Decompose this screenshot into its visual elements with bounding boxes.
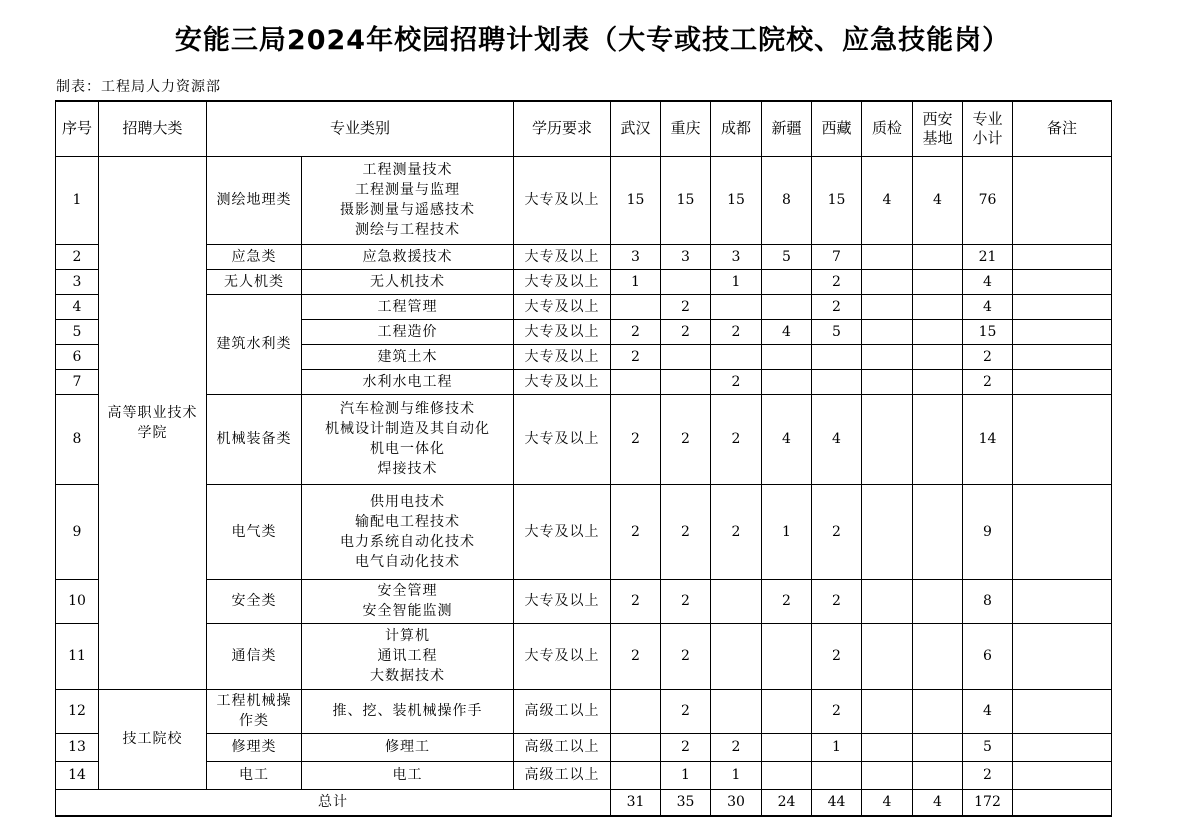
header-subtotal: 专业 小计 [963,101,1013,156]
count-subtotal: 76 [963,156,1013,244]
remark-cell [1013,733,1112,761]
table-row [56,761,1112,789]
count-subtotal: 9 [963,484,1013,579]
count-xian [913,244,963,269]
row-seq: 2 [56,244,99,269]
education-req: 高级工以上 [514,761,611,789]
education-req: 大专及以上 [514,344,611,369]
major-list: 修理工 [302,733,514,761]
count-wuhan: 15 [611,156,661,244]
count-subtotal: 4 [963,689,1013,733]
count-xinjiang: 2 [762,579,812,623]
remark-cell [1013,156,1112,244]
row-seq: 14 [56,761,99,789]
count-chongqing: 2 [661,394,711,484]
count-subtotal: 2 [963,369,1013,394]
major-type: 建筑水利类 [207,294,302,394]
count-zhijian [862,344,913,369]
row-seq: 3 [56,269,99,294]
count-xinjiang: 8 [762,156,812,244]
header-xinjiang: 新疆 [762,101,812,156]
total-chongqing: 35 [661,789,711,816]
count-xian [913,623,963,689]
education-req: 高级工以上 [514,689,611,733]
total-wuhan: 31 [611,789,661,816]
table-row [56,394,1112,484]
count-xizang: 2 [812,484,862,579]
count-zhijian [862,761,913,789]
count-wuhan [611,294,661,319]
count-wuhan: 3 [611,244,661,269]
total-zhijian: 4 [862,789,913,816]
count-subtotal: 21 [963,244,1013,269]
major-list: 应急救援技术 [302,244,514,269]
count-xizang [812,344,862,369]
row-seq: 4 [56,294,99,319]
count-xizang: 5 [812,319,862,344]
count-chengdu: 1 [711,269,762,294]
remark-cell [1013,369,1112,394]
table-row [56,623,1112,689]
count-xian [913,579,963,623]
count-chongqing: 2 [661,319,711,344]
count-chongqing: 2 [661,623,711,689]
count-chongqing [661,269,711,294]
row-seq: 10 [56,579,99,623]
major-list: 计算机 通讯工程 大数据技术 [302,623,514,689]
count-zhijian [862,484,913,579]
header-remark: 备注 [1013,101,1112,156]
count-xizang: 15 [812,156,862,244]
count-subtotal: 8 [963,579,1013,623]
total-xizang: 44 [812,789,862,816]
total-xian: 4 [913,789,963,816]
count-zhijian [862,244,913,269]
count-xian [913,761,963,789]
count-wuhan [611,733,661,761]
table-row [56,294,1112,319]
row-seq: 1 [56,156,99,244]
count-xinjiang [762,623,812,689]
table-row [56,156,1112,244]
remark-cell [1013,294,1112,319]
page-title: 安能三局2024年校园招聘计划表（大专或技工院校、应急技能岗） [174,25,1011,56]
major-list: 工程管理 [302,294,514,319]
header-row [56,101,1112,156]
count-chongqing: 2 [661,579,711,623]
count-xinjiang [762,733,812,761]
education-req: 大专及以上 [514,244,611,269]
count-xinjiang: 1 [762,484,812,579]
table-row [56,733,1112,761]
count-xizang: 2 [812,579,862,623]
remark-cell [1013,761,1112,789]
count-zhijian [862,294,913,319]
major-list: 建筑土木 [302,344,514,369]
count-chengdu: 2 [711,733,762,761]
header-major-type: 专业类别 [207,101,514,156]
count-xizang: 7 [812,244,862,269]
major-type: 无人机类 [207,269,302,294]
count-xian [913,344,963,369]
count-chengdu [711,623,762,689]
education-req: 大专及以上 [514,156,611,244]
header-xian-base: 西安 基地 [913,101,963,156]
recruitment-plan-table [55,100,1112,817]
count-xizang: 2 [812,689,862,733]
count-subtotal: 15 [963,319,1013,344]
count-chengdu: 3 [711,244,762,269]
count-subtotal: 14 [963,394,1013,484]
count-xinjiang: 4 [762,394,812,484]
count-wuhan: 1 [611,269,661,294]
row-seq: 8 [56,394,99,484]
education-req: 大专及以上 [514,269,611,294]
count-xinjiang [762,294,812,319]
table-row [56,689,1112,733]
count-subtotal: 2 [963,761,1013,789]
table-row [56,484,1112,579]
table-row [56,244,1112,269]
count-chengdu: 15 [711,156,762,244]
count-chengdu: 2 [711,319,762,344]
table-maker-note: 制表：工程局人力资源部 [56,79,221,95]
remark-cell [1013,579,1112,623]
count-wuhan [611,689,661,733]
count-xian [913,689,963,733]
major-type: 测绘地理类 [207,156,302,244]
count-chengdu: 1 [711,761,762,789]
remark-cell [1013,344,1112,369]
count-xizang: 1 [812,733,862,761]
count-zhijian [862,319,913,344]
remark-cell [1013,319,1112,344]
total-xinjiang: 24 [762,789,812,816]
count-xian [913,294,963,319]
major-list: 推、挖、装机械操作手 [302,689,514,733]
total-label: 总计 [56,789,611,816]
count-chengdu: 2 [711,394,762,484]
remark-cell [1013,484,1112,579]
total-chengdu: 30 [711,789,762,816]
count-zhijian [862,689,913,733]
header-education: 学历要求 [514,101,611,156]
row-seq: 12 [56,689,99,733]
count-subtotal: 6 [963,623,1013,689]
major-list: 水利水电工程 [302,369,514,394]
count-wuhan: 2 [611,394,661,484]
major-list: 工程测量技术 工程测量与监理 摄影测量与遥感技术 测绘与工程技术 [302,156,514,244]
count-xizang [812,761,862,789]
total-remark [1013,789,1112,816]
count-chengdu [711,344,762,369]
count-xizang: 2 [812,623,862,689]
count-wuhan: 2 [611,344,661,369]
count-xinjiang [762,344,812,369]
category-higher-vocational: 高等职业技术 学院 [99,156,207,689]
count-xian [913,733,963,761]
count-zhijian [862,369,913,394]
row-seq: 11 [56,623,99,689]
count-zhijian: 4 [862,156,913,244]
education-req: 高级工以上 [514,733,611,761]
count-chongqing: 15 [661,156,711,244]
count-xian: 4 [913,156,963,244]
header-seq: 序号 [56,101,99,156]
count-subtotal: 5 [963,733,1013,761]
count-chengdu [711,689,762,733]
total-subtotal: 172 [963,789,1013,816]
row-seq: 13 [56,733,99,761]
education-req: 大专及以上 [514,579,611,623]
count-wuhan [611,761,661,789]
count-xinjiang [762,369,812,394]
count-wuhan [611,369,661,394]
education-req: 大专及以上 [514,294,611,319]
major-type: 通信类 [207,623,302,689]
count-chengdu: 2 [711,369,762,394]
count-chengdu: 2 [711,484,762,579]
count-chongqing: 2 [661,733,711,761]
count-xizang: 2 [812,269,862,294]
category-tech-school: 技工院校 [99,689,207,789]
count-xizang: 4 [812,394,862,484]
count-wuhan: 2 [611,319,661,344]
header-wuhan: 武汉 [611,101,661,156]
count-chengdu [711,579,762,623]
major-type: 工程机械操 作类 [207,689,302,733]
count-chongqing: 1 [661,761,711,789]
count-xizang [812,369,862,394]
count-subtotal: 2 [963,344,1013,369]
remark-cell [1013,269,1112,294]
count-xinjiang [762,761,812,789]
education-req: 大专及以上 [514,369,611,394]
count-xian [913,394,963,484]
count-xinjiang [762,269,812,294]
remark-cell [1013,244,1112,269]
header-chengdu: 成都 [711,101,762,156]
count-chongqing: 2 [661,294,711,319]
remark-cell [1013,394,1112,484]
count-xinjiang [762,689,812,733]
header-chongqing: 重庆 [661,101,711,156]
education-req: 大专及以上 [514,623,611,689]
count-xian [913,319,963,344]
major-type: 电气类 [207,484,302,579]
major-list: 汽车检测与维修技术 机械设计制造及其自动化 机电一体化 焊接技术 [302,394,514,484]
major-type: 修理类 [207,733,302,761]
header-zhijian: 质检 [862,101,913,156]
count-xizang: 2 [812,294,862,319]
count-chongqing: 2 [661,689,711,733]
count-wuhan: 2 [611,484,661,579]
row-seq: 9 [56,484,99,579]
count-subtotal: 4 [963,269,1013,294]
major-type: 电工 [207,761,302,789]
count-wuhan: 2 [611,579,661,623]
total-row [56,789,1112,816]
row-seq: 7 [56,369,99,394]
count-chongqing [661,344,711,369]
education-req: 大专及以上 [514,394,611,484]
count-xian [913,269,963,294]
count-wuhan: 2 [611,623,661,689]
count-zhijian [862,394,913,484]
count-zhijian [862,579,913,623]
major-list: 无人机技术 [302,269,514,294]
major-type: 安全类 [207,579,302,623]
count-chongqing [661,369,711,394]
header-category: 招聘大类 [99,101,207,156]
major-list: 电工 [302,761,514,789]
major-list: 供用电技术 输配电工程技术 电力系统自动化技术 电气自动化技术 [302,484,514,579]
count-zhijian [862,623,913,689]
count-xian [913,369,963,394]
count-xinjiang: 5 [762,244,812,269]
education-req: 大专及以上 [514,484,611,579]
count-zhijian [862,269,913,294]
count-xian [913,484,963,579]
education-req: 大专及以上 [514,319,611,344]
count-subtotal: 4 [963,294,1013,319]
major-type: 机械装备类 [207,394,302,484]
major-type: 应急类 [207,244,302,269]
count-chengdu [711,294,762,319]
remark-cell [1013,623,1112,689]
table-row [56,579,1112,623]
table-row [56,269,1112,294]
header-xizang: 西藏 [812,101,862,156]
row-seq: 5 [56,319,99,344]
row-seq: 6 [56,344,99,369]
count-chongqing: 2 [661,484,711,579]
major-list: 工程造价 [302,319,514,344]
count-xinjiang: 4 [762,319,812,344]
count-chongqing: 3 [661,244,711,269]
major-list: 安全管理 安全智能监测 [302,579,514,623]
count-zhijian [862,733,913,761]
remark-cell [1013,689,1112,733]
